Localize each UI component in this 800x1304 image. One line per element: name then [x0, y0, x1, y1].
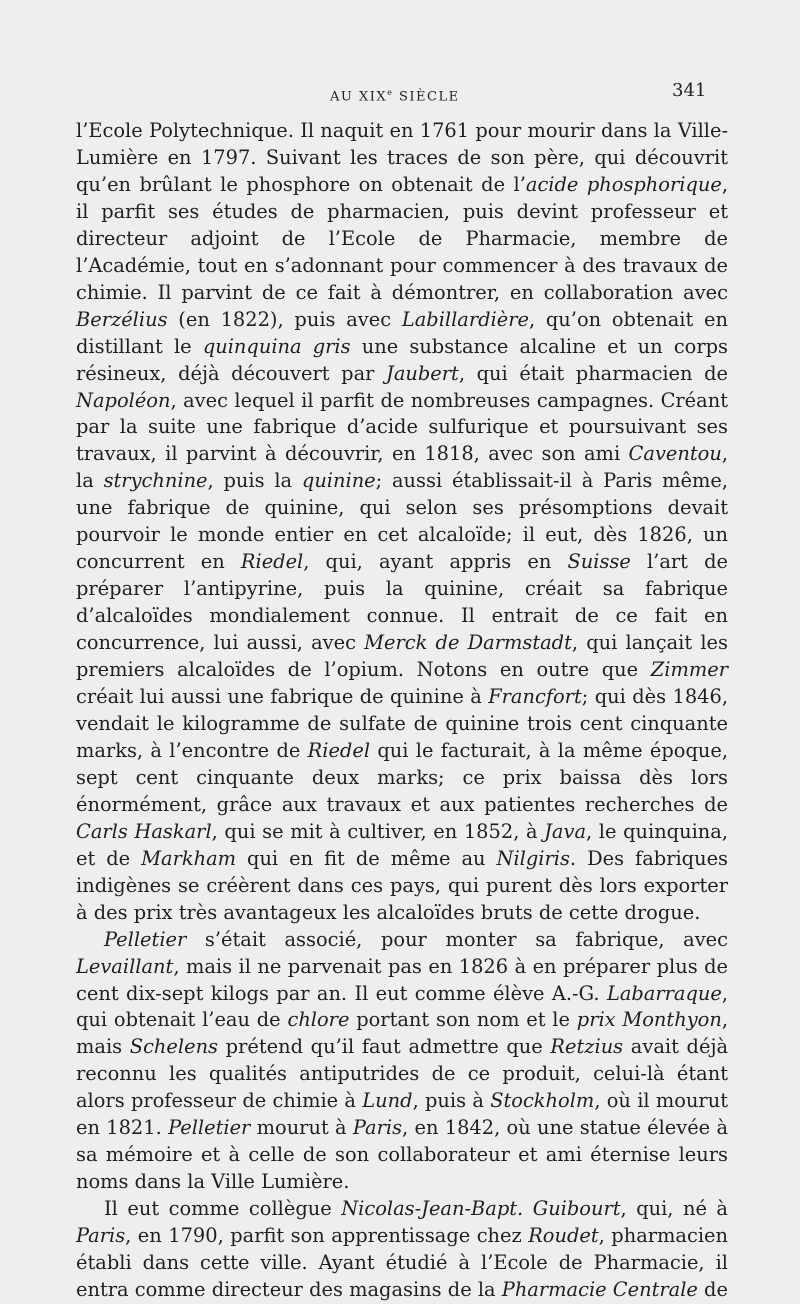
- text-run: s’était associé, pour monter sa fabrique, avec: [186, 927, 728, 951]
- italic-run: quinine: [301, 469, 376, 493]
- italic-run: Pharmacie Centrale: [501, 1277, 698, 1301]
- text-run: , qui, né à: [620, 1197, 728, 1221]
- italic-run: Nilgiris: [496, 846, 570, 870]
- text-run: , mais: [76, 1008, 728, 1059]
- text-run: , le quinquina, et de: [76, 819, 728, 870]
- text-run: , en 1790, parfit son apprentissage chez: [125, 1224, 529, 1248]
- text-run: , qui obtenait l’eau de: [76, 981, 728, 1032]
- text-run: avait déjà reconnu les qualités antiputrides de ce produit, celui-là étant alors professeur de chimie à: [76, 1035, 729, 1113]
- italic-run: Levaillant: [76, 954, 174, 978]
- italic-run: Nicolas-Jean-Bapt. Guibourt: [341, 1197, 621, 1221]
- italic-run: Paris: [76, 1224, 126, 1248]
- text-run: (en 1822), puis avec: [167, 307, 402, 331]
- italic-run: Lund: [362, 1089, 413, 1113]
- italic-run: Riedel: [240, 550, 304, 574]
- superscript-e: e: [387, 88, 394, 97]
- italic-run: Caventou: [628, 442, 722, 466]
- text-run: , qu’on obtenait en distillant le: [76, 307, 728, 358]
- italic-run: Paris: [352, 1116, 403, 1140]
- text-run: portant son nom et le: [349, 1008, 577, 1032]
- italic-run: prix Monthyon: [576, 1008, 722, 1032]
- italic-run: Java: [544, 819, 587, 843]
- italic-run: Roudet: [528, 1224, 599, 1248]
- text-run: de: [697, 1277, 728, 1301]
- text-run: ; aussi établissait-il à Paris même, une fabrique de quinine, qui selon ses présomptions devait pourvoir le monde entier en cet alcaloïde; il eut, dès 1826, un concurrent en: [76, 469, 728, 574]
- italic-run: Labillardière: [401, 307, 529, 331]
- text-run: prétend qu’il faut admettre que: [218, 1035, 551, 1059]
- text-run: , pharmacien établi dans cette ville. Ayant étudié à l’Ecole de Pharmacie, il entra comme directeur des magasins de la: [76, 1224, 728, 1301]
- italic-run: Retzius: [550, 1035, 624, 1059]
- text-run: , qui était pharmacien de: [458, 361, 728, 385]
- italic-run: Carls Haskarl: [76, 819, 212, 843]
- body-text: [76, 118, 728, 1304]
- text-run: , la: [76, 442, 728, 493]
- italic-run: Stockholm: [490, 1089, 595, 1113]
- text-run: . Des fabriques indigènes se créèrent dans ces pays, qui purent dès lors exporter à des prix très avantageux les alcaloïdes bruts de cette drogue.: [76, 846, 728, 924]
- text-run: ; qui dès 1846, vendait le kilogramme de sulfate de quinine trois cent cinquante marks, à l’encontre de: [76, 685, 728, 762]
- italic-run: Labarraque: [606, 981, 722, 1005]
- italic-run: Schelens: [129, 1035, 219, 1059]
- italic-run: Suisse: [567, 550, 631, 574]
- text-run: , puis à: [412, 1089, 491, 1113]
- text-run: qui en fit de même au: [236, 846, 497, 870]
- text-run: , il parfit ses études de pharmacien, puis devint professeur et directeur adjoint de l’Ecole de Pharmacie, membre de l’Académie, tout en s’adonnant pour commencer à des travaux de chimie. Il parvint de ce fait à démontrer, en collaboration avec: [76, 172, 728, 304]
- paragraph-2: [76, 927, 728, 1197]
- text-run: , en 1842, où une statue élevée à sa mémoire et à celle de son collaborateur et ami éternise leurs noms dans la Ville Lumière.: [76, 1116, 728, 1194]
- italic-run: chlore: [287, 1008, 350, 1032]
- italic-run: Berzélius: [76, 307, 168, 331]
- text-run: l’Ecole Polytechnique. Il naquit en 1761 pour mourir dans la Ville-Lumière en 1797. Suivant les traces de son père, qui découvrit qu’en brûlant le phosphore on obtenait de l’: [76, 119, 728, 196]
- italic-run: Pelletier: [168, 1116, 251, 1140]
- paragraph-1: [76, 118, 728, 927]
- italic-run: Zimmer: [650, 658, 728, 682]
- text-run: , puis la: [207, 469, 302, 493]
- italic-run: Jaubert: [386, 361, 459, 385]
- text-run: , où il mourut en 1821.: [76, 1089, 728, 1140]
- text-run: mourut à: [250, 1116, 353, 1140]
- text-run: , mais il ne parvenait pas en 1826 à en préparer plus de cent dix-sept kilogs par an. Il eut comme élève A.-G.: [76, 954, 728, 1005]
- italic-run: Francfort: [488, 685, 582, 709]
- italic-run: quinquina gris: [202, 334, 351, 358]
- text-run: , avec lequel il parfit de nombreuses campagnes. Créant par la suite une fabrique d’acide sulfurique et poursuivant ses travaux, il parvint à découvrir, en 1818, avec son ami: [76, 388, 728, 466]
- running-title: AU XIXe SIÈCLE: [330, 88, 460, 105]
- italic-run: strychnine: [103, 469, 208, 493]
- text-run: l’art de préparer l’antipyrine, puis la quinine, créait sa fabrique d’alcaloïdes mondialement connue. Il entrait de ce fait en concurrence, lui aussi, avec: [76, 550, 728, 655]
- text-run: , qui se mit à cultiver, en 1852, à: [211, 819, 545, 843]
- italic-run: Pelletier: [104, 927, 187, 951]
- italic-run: Markham: [141, 846, 237, 870]
- text-run: qui le facturait, à la même époque, sept cent cinquante deux marks; ce prix baissa dès lors énormément, grâce aux travaux et aux patientes recherches de: [76, 738, 728, 816]
- running-header: [0, 80, 800, 110]
- text-run: créait lui aussi une fabrique de quinine à: [76, 685, 489, 709]
- italic-run: Riedel: [307, 738, 371, 762]
- page-number: 341: [672, 80, 707, 101]
- text-run: Il eut comme collègue: [104, 1197, 342, 1221]
- text-run: , qui, ayant appris en: [303, 550, 568, 574]
- paragraph-3: [76, 1196, 728, 1304]
- text-run: une substance alcaline et un corps résineux, déjà découvert par: [76, 334, 728, 385]
- italic-run: acide phosphorique: [525, 172, 722, 196]
- text-run: , qui lançait les premiers alcaloïdes de l’opium. Notons en outre que: [76, 631, 728, 682]
- italic-run: Napoléon: [76, 388, 171, 412]
- italic-run: Merck de Darmstadt: [364, 631, 572, 655]
